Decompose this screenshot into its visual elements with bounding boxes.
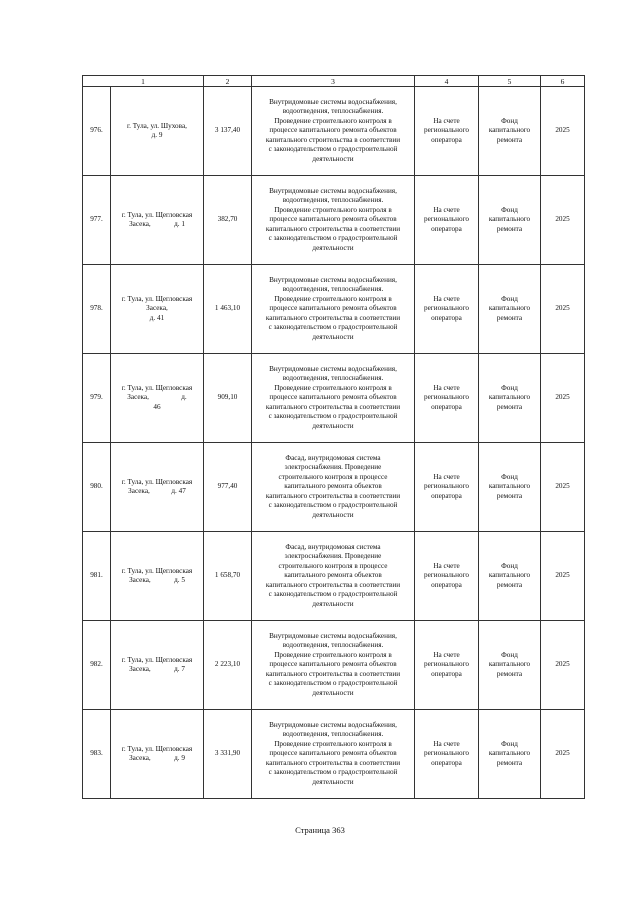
row-number: 980. [83, 443, 111, 532]
works-line: Проведение строительного контроля в [274, 739, 392, 748]
area-cell: 3 137,40 [204, 87, 252, 176]
funding-account-line: оператора [431, 491, 462, 500]
works-line: Фасад, внутридомовая система [285, 454, 381, 463]
works-line: деятельности [312, 510, 354, 519]
funding-account-line: оператора [431, 135, 462, 144]
works-line: водоотведения, теплоснабжения. [282, 285, 384, 294]
funding-account-cell [415, 354, 479, 443]
column-header-6: 6 [541, 76, 585, 87]
works-line: водоотведения, теплоснабжения. [282, 107, 384, 116]
funding-account-line: регионального [424, 215, 469, 224]
year-cell: 2025 [541, 354, 585, 443]
funding-account-cell [415, 532, 479, 621]
works-cell [252, 176, 415, 265]
works-line: деятельности [312, 332, 354, 341]
funding-account-cell [415, 87, 479, 176]
funding-account-line: регионального [424, 393, 469, 402]
funding-source-line: ремонта [496, 224, 523, 233]
funding-source-line: капитального [488, 215, 531, 224]
address-line: Засека, д. 1 [129, 220, 185, 228]
address-line: д. 9 [151, 131, 163, 139]
works-cell [252, 532, 415, 621]
works-line: Проведение строительного контроля в [274, 383, 392, 392]
works-line: строительного контроля в процессе [278, 472, 388, 481]
works-line: процессе капитального ремонта объектов [269, 393, 397, 402]
funding-source-line: капитального [488, 126, 531, 135]
address-line: г. Тула, ул. Щегловская [121, 477, 193, 486]
area-cell: 382,70 [204, 176, 252, 265]
area-cell: 2 223,10 [204, 621, 252, 710]
works-line: капитального ремонта объектов [284, 482, 382, 491]
funding-source-line: ремонта [496, 580, 523, 589]
works-line: с законодательством о градостроительной [268, 234, 398, 243]
column-header-5: 5 [479, 76, 541, 87]
works-line: Проведение строительного контроля в [274, 116, 392, 125]
funding-source-line: ремонта [496, 669, 523, 678]
address-cell [111, 176, 204, 265]
address-line: Засека, д. 7 [129, 665, 185, 673]
table-row [83, 532, 585, 621]
works-line: капитального строительства в соответствии [265, 402, 401, 411]
works-line: с законодательством о градостроительной [268, 145, 398, 154]
funding-account-line: оператора [431, 669, 462, 678]
works-line: Проведение строительного контроля в [274, 205, 392, 214]
funding-source-line: Фонд [501, 116, 518, 125]
funding-account-cell [415, 621, 479, 710]
address-cell [111, 621, 204, 710]
row-number: 977. [83, 176, 111, 265]
works-line: с законодательством о градостроительной [268, 590, 398, 599]
address-cell [111, 710, 204, 799]
funding-source-cell [479, 176, 541, 265]
works-cell [252, 265, 415, 354]
funding-account-cell [415, 710, 479, 799]
funding-account-line: На счете [433, 650, 460, 659]
works-line: водоотведения, теплоснабжения. [282, 730, 384, 739]
address-line: г. Тула, ул. Щегловская [121, 383, 193, 392]
address-line: Засека, д. 47 [128, 487, 186, 495]
funding-account-line: регионального [424, 482, 469, 491]
funding-source-line: ремонта [496, 491, 523, 500]
works-line: водоотведения, теплоснабжения. [282, 641, 384, 650]
address-line: д. 41 [149, 313, 165, 322]
table-row [83, 710, 585, 799]
funding-source-cell [479, 710, 541, 799]
works-line: деятельности [312, 688, 354, 697]
works-line: процессе капитального ремонта объектов [269, 749, 397, 758]
year-cell: 2025 [541, 176, 585, 265]
works-cell [252, 710, 415, 799]
capital-repair-table [82, 75, 585, 799]
funding-source-line: капитального [488, 482, 531, 491]
column-number-row [83, 76, 585, 87]
address-line: г. Тула, ул. Щегловская [121, 210, 193, 219]
works-line: с законодательством о градостроительной [268, 679, 398, 688]
column-header-4: 4 [415, 76, 479, 87]
area-cell: 3 331,90 [204, 710, 252, 799]
funding-source-line: капитального [488, 304, 531, 313]
address-line: Засека, д. 5 [129, 576, 185, 584]
row-number: 983. [83, 710, 111, 799]
column-header-1: 1 [83, 76, 204, 87]
works-line: Внутридомовые системы водоснабжения, [269, 632, 397, 641]
funding-account-line: оператора [431, 402, 462, 411]
works-line: Внутридомовые системы водоснабжения, [269, 187, 397, 196]
works-line: капитального строительства в соответствии [265, 224, 401, 233]
works-line: капитального строительства в соответствии [265, 135, 401, 144]
works-line: деятельности [312, 154, 354, 163]
row-number: 976. [83, 87, 111, 176]
funding-account-line: На счете [433, 383, 460, 392]
address-line: г. Тула, ул. Щегловская [121, 294, 193, 303]
funding-source-line: Фонд [501, 472, 518, 481]
funding-account-line: регионального [424, 304, 469, 313]
works-line: деятельности [312, 599, 354, 608]
works-line: деятельности [312, 777, 354, 786]
works-line: Проведение строительного контроля в [274, 650, 392, 659]
funding-account-cell [415, 443, 479, 532]
funding-account-line: оператора [431, 224, 462, 233]
address-line: 46 [153, 402, 161, 411]
funding-source-line: капитального [488, 571, 531, 580]
address-line: г. Тула, ул. Щегловская [121, 655, 193, 664]
address-cell [111, 354, 204, 443]
funding-source-line: ремонта [496, 313, 523, 322]
funding-source-cell [479, 621, 541, 710]
address-cell [111, 532, 204, 621]
funding-source-cell [479, 354, 541, 443]
funding-source-line: Фонд [501, 383, 518, 392]
works-line: Внутридомовые системы водоснабжения, [269, 721, 397, 730]
address-line: г. Тула, ул. Шухова, [127, 121, 187, 130]
works-line: электроснабжения. Проведение [284, 552, 382, 561]
funding-source-cell [479, 443, 541, 532]
funding-account-line: регионального [424, 571, 469, 580]
funding-account-line: оператора [431, 313, 462, 322]
year-cell: 2025 [541, 532, 585, 621]
area-cell: 909,10 [204, 354, 252, 443]
funding-account-line: На счете [433, 116, 460, 125]
funding-source-line: Фонд [501, 650, 518, 659]
funding-source-line: капитального [488, 749, 531, 758]
works-cell [252, 443, 415, 532]
works-line: с законодательством о градостроительной [268, 501, 398, 510]
works-line: строительного контроля в процессе [278, 561, 388, 570]
works-cell [252, 354, 415, 443]
table-row [83, 621, 585, 710]
works-line: капитального строительства в соответствии [265, 313, 401, 322]
table-row [83, 265, 585, 354]
funding-source-line: Фонд [501, 205, 518, 214]
column-header-3: 3 [252, 76, 415, 87]
funding-account-line: оператора [431, 580, 462, 589]
works-line: капитального строительства в соответствии [265, 580, 401, 589]
works-line: процессе капитального ремонта объектов [269, 215, 397, 224]
works-line: электроснабжения. Проведение [284, 463, 382, 472]
works-line: Внутридомовые системы водоснабжения, [269, 365, 397, 374]
address-cell [111, 443, 204, 532]
funding-source-line: ремонта [496, 402, 523, 411]
funding-account-line: оператора [431, 758, 462, 767]
funding-account-line: регионального [424, 660, 469, 669]
column-header-2: 2 [204, 76, 252, 87]
funding-account-line: регионального [424, 126, 469, 135]
works-line: капитального строительства в соответствии [265, 491, 401, 500]
works-line: Фасад, внутридомовая система [285, 543, 381, 552]
funding-account-cell [415, 176, 479, 265]
works-line: капитального строительства в соответствии [265, 758, 401, 767]
funding-source-line: Фонд [501, 739, 518, 748]
works-line: процессе капитального ремонта объектов [269, 660, 397, 669]
address-line: Засека, д. 9 [129, 754, 185, 762]
table-row [83, 176, 585, 265]
funding-source-cell [479, 87, 541, 176]
funding-source-line: Фонд [501, 294, 518, 303]
funding-source-cell [479, 265, 541, 354]
funding-account-line: На счете [433, 294, 460, 303]
funding-source-line: капитального [488, 393, 531, 402]
works-line: с законодательством о градостроительной [268, 768, 398, 777]
funding-source-cell [479, 532, 541, 621]
year-cell: 2025 [541, 265, 585, 354]
works-line: водоотведения, теплоснабжения. [282, 196, 384, 205]
works-line: деятельности [312, 243, 354, 252]
works-line: процессе капитального ремонта объектов [269, 304, 397, 313]
funding-account-line: На счете [433, 472, 460, 481]
works-line: с законодательством о градостроительной [268, 412, 398, 421]
year-cell: 2025 [541, 443, 585, 532]
funding-account-line: На счете [433, 739, 460, 748]
funding-source-line: капитального [488, 660, 531, 669]
funding-account-line: На счете [433, 205, 460, 214]
works-line: Внутридомовые системы водоснабжения, [269, 98, 397, 107]
area-cell: 1 463,10 [204, 265, 252, 354]
funding-account-cell [415, 265, 479, 354]
works-line: процессе капитального ремонта объектов [269, 126, 397, 135]
works-cell [252, 621, 415, 710]
address-line: Засека, д. [127, 393, 187, 402]
row-number: 978. [83, 265, 111, 354]
address-line: г. Тула, ул. Щегловская [121, 744, 193, 753]
page-number: Страница 363 [295, 825, 345, 835]
year-cell: 2025 [541, 710, 585, 799]
year-cell: 2025 [541, 621, 585, 710]
works-line: водоотведения, теплоснабжения. [282, 374, 384, 383]
row-number: 982. [83, 621, 111, 710]
table-row [83, 443, 585, 532]
address-cell [111, 87, 204, 176]
table-row [83, 87, 585, 176]
works-line: капитального ремонта объектов [284, 571, 382, 580]
funding-source-line: Фонд [501, 561, 518, 570]
funding-account-line: регионального [424, 749, 469, 758]
row-number: 979. [83, 354, 111, 443]
funding-account-line: На счете [433, 561, 460, 570]
area-cell: 977,40 [204, 443, 252, 532]
funding-source-line: ремонта [496, 135, 523, 144]
row-number: 981. [83, 532, 111, 621]
address-line: г. Тула, ул. Щегловская [121, 566, 193, 575]
works-line: Внутридомовые системы водоснабжения, [269, 276, 397, 285]
works-cell [252, 87, 415, 176]
address-line: Засека, [146, 304, 168, 313]
address-cell [111, 265, 204, 354]
year-cell: 2025 [541, 87, 585, 176]
works-line: капитального строительства в соответствии [265, 669, 401, 678]
table-row [83, 354, 585, 443]
works-line: деятельности [312, 421, 354, 430]
area-cell: 1 658,70 [204, 532, 252, 621]
funding-source-line: ремонта [496, 758, 523, 767]
works-line: Проведение строительного контроля в [274, 294, 392, 303]
works-line: с законодательством о градостроительной [268, 323, 398, 332]
